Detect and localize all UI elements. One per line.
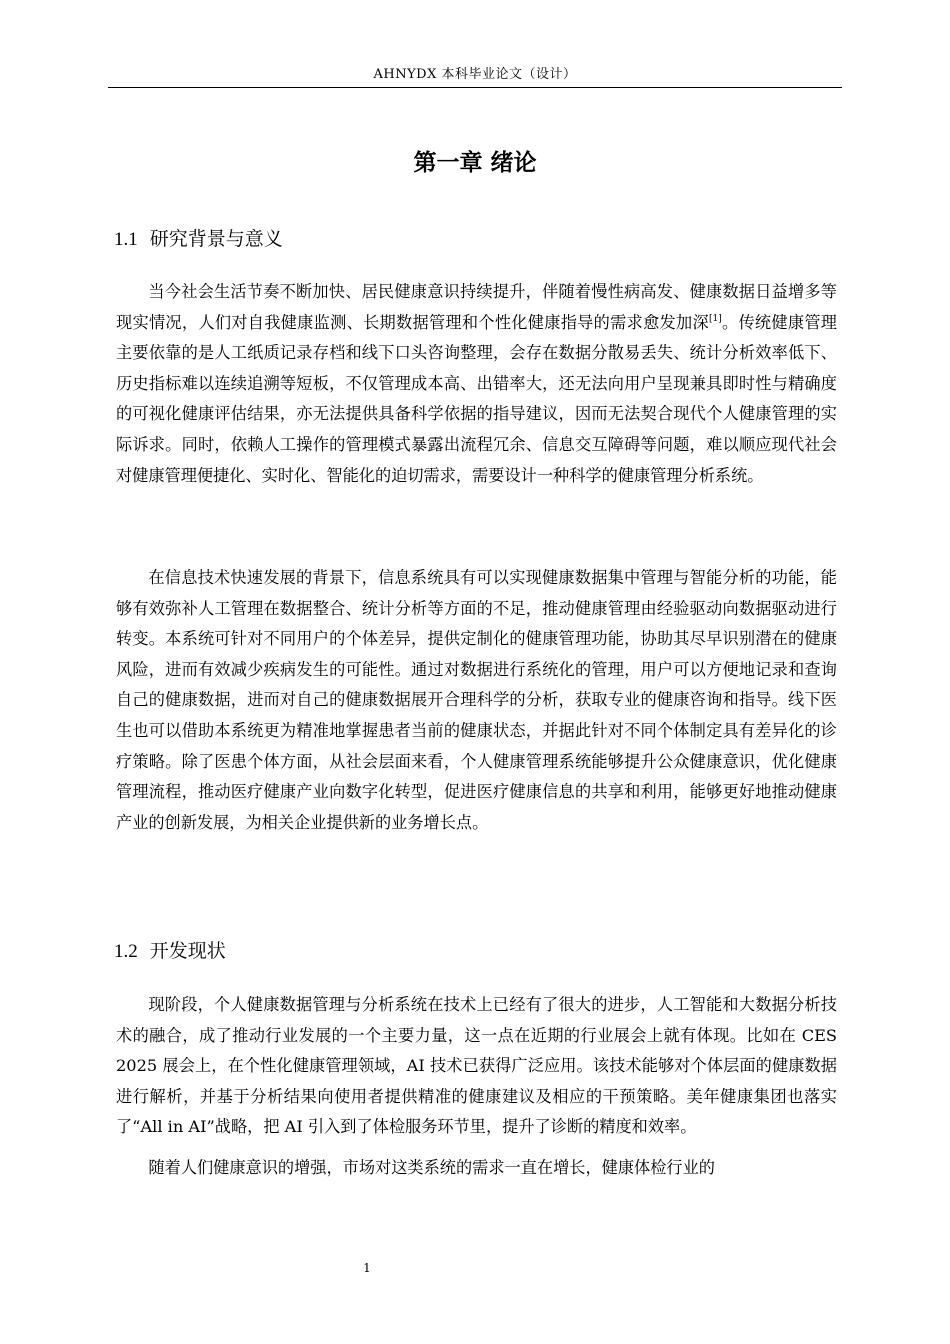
section-title-text: 研究背景与意义 xyxy=(149,228,283,250)
paragraph-text: 当今社会生活节奏不断加快、居民健康意识持续提升，伴随着慢性病高发、健康数据日益增多等现实情况，人们对自我健康监测、长期数据管理和个性化健康指导的需求愈发加深 xyxy=(116,282,837,332)
citation-marker: [1] xyxy=(708,313,722,324)
section-title-text: 开发现状 xyxy=(149,940,226,962)
body-paragraph xyxy=(116,277,837,491)
body-paragraph: 随着人们健康意识的增强，市场对这类系统的需求一直在增长，健康体检行业的 xyxy=(148,1158,715,1177)
chapter-title: 第一章 绪论 xyxy=(413,150,537,176)
body-paragraph: 现阶段，个人健康数据管理与分析系统在技术上已经有了很大的进步，人工智能和大数据分析技术的融合，成了推动行业发展的一个主要力量，这一点在近期的行业展会上就有体现。比如在 CES 2025 展会上，在个性化健康管理领域，AI 技术已获得广泛应用。该技术能够对个体层面的健康数据进行解析，并基于分析结果向使用者提供精准的健康建议及相应的干预策略。美年健康集团也落实了“All in AI”战略，把 AI 引入到了体检服务环节里，提升了诊断的精度和效率。 xyxy=(116,995,837,1137)
section-heading-1-1 xyxy=(114,225,842,254)
body-paragraph: 在信息技术快速发展的背景下，信息系统具有可以实现健康数据集中管理与智能分析的功能，能够有效弥补人工管理在数据整合、统计分析等方面的不足，推动健康管理由经验驱动向数据驱动进行转变。本系统可针对不同用户的个体差异，提供定制化的健康管理功能，协助其尽早识别潜在的健康风险，进而有效减少疾病发生的可能性。通过对数据进行系统化的管理，用户可以方便地记录和查询自己的健康数据，进而对自己的健康数据展开合理科学的分析，获取专业的健康咨询和指导。线下医生也可以借助本系统更为精准地掌握患者当前的健康状态，并据此针对不同个体制定具有差异化的诊疗策略。除了医患个体方面，从社会层面来看，个人健康管理系统能够提升公众健康意识，优化健康管理流程，推动医疗健康产业向数字化转型，促进医疗健康信息的共享和利用，能够更好地推动健康产业的创新发展，为相关企业提供新的业务增长点。 xyxy=(116,568,837,832)
page-number: 1 xyxy=(363,1261,371,1275)
section-number: 1.1 xyxy=(114,229,138,250)
paragraph-text: 。传统健康管理主要依靠的是人工纸质记录存档和线下口头咨询整理，会存在数据分散易丢失、统计分析效率低下、历史指标难以连续追溯等短板，不仅管理成本高、出错率大，还无法向用户呈现兼具即时性与精确度的可视化健康评估结果，亦无法提供具备科学依据的指导建议，因而无法契合现代个人健康管理的实际诉求。同时，依赖人工操作的管理模式暴露出流程冗余、信息交互障碍等问题，难以顺应现代社会对健康管理便捷化、实时化、智能化的迫切需求，需要设计一种科学的健康管理分析系统。 xyxy=(116,312,837,485)
running-header: AHNYDX 本科毕业论文（设计） xyxy=(373,67,577,82)
section-heading-1-2 xyxy=(114,937,842,966)
section-number: 1.2 xyxy=(114,941,138,962)
header-divider xyxy=(108,87,842,88)
